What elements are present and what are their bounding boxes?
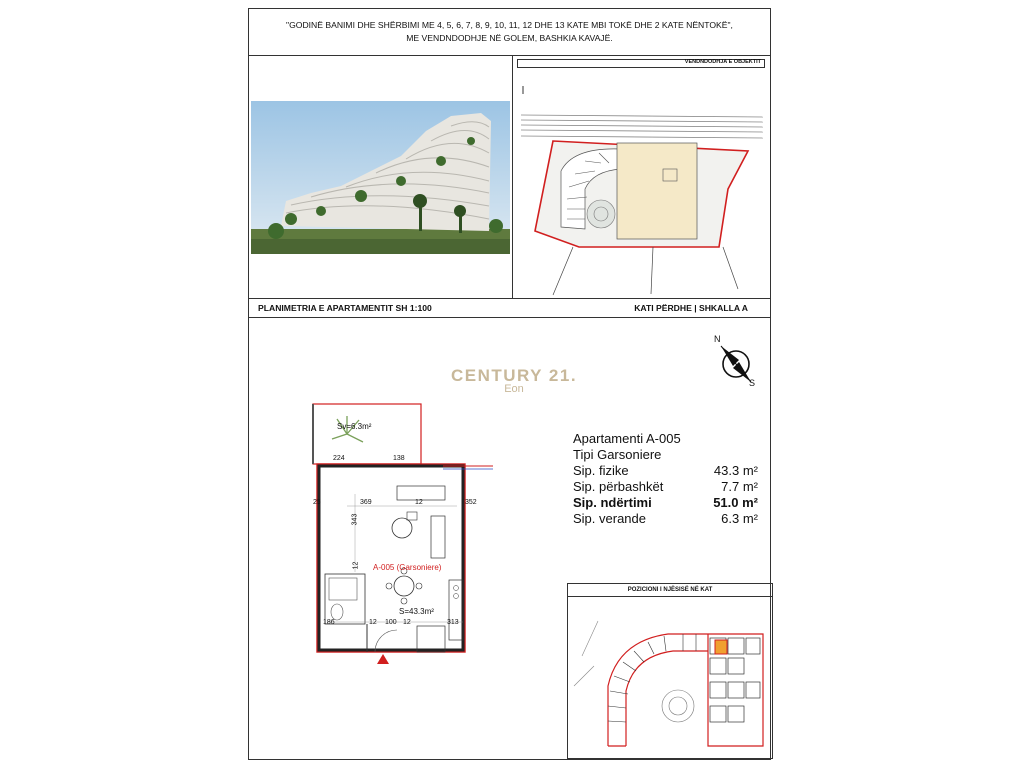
- section-title-row: [249, 299, 770, 317]
- dimension: 343: [351, 513, 359, 526]
- veranda-area-label: Sv=6.3m²: [337, 422, 372, 431]
- site-plan: [513, 59, 767, 296]
- dimension: 369: [360, 499, 372, 506]
- divider: [249, 317, 770, 318]
- area-row-common: [573, 479, 758, 495]
- area-value: 43.3 m²: [713, 463, 758, 478]
- area-label: Sip. fizike: [573, 463, 629, 478]
- area-value: 51.0 m²: [713, 495, 758, 510]
- unit-position-key-plan: [567, 583, 773, 759]
- key-plan-title: POZICIONI I NJËSISË NË KAT: [568, 584, 772, 597]
- unit-area-label: S=43.3m²: [399, 607, 434, 616]
- apartment-name: Apartamenti A-005: [573, 431, 681, 446]
- plan-title: PLANIMETRIA E APARTAMENTIT SH 1:100: [258, 303, 432, 313]
- area-label: Sip. verande: [573, 511, 646, 526]
- apartment-type: Tipi Garsoniere: [573, 447, 662, 462]
- dimension: 12: [369, 619, 377, 626]
- project-title-line2: ME VENDNDODHJE NË GOLEM, BASHKIA KAVAJË.: [406, 33, 613, 43]
- watermark: [449, 366, 579, 395]
- apartment-info: [573, 431, 758, 527]
- floor-title: KATI PËRDHE | SHKALLA A: [634, 303, 748, 313]
- unit-label: A-005 (Garsoniere): [373, 563, 442, 572]
- drawing-sheet: [248, 8, 771, 760]
- building-rendering: [251, 101, 510, 254]
- area-label: Sip. përbashkët: [573, 479, 664, 494]
- apartment-floor-plan: [307, 394, 497, 664]
- compass-north: N: [714, 334, 721, 344]
- north-arrow-icon: [711, 334, 761, 394]
- project-title-line1: "GODINË BANIMI DHE SHËRBIMI ME 4, 5, 6, 7, 8, 9, 10, 11, 12 DHE 13 KATE MBI TOKË DHE 2 KATE NËNTOKË",: [286, 20, 733, 30]
- area-row-construction: [573, 495, 758, 511]
- project-header: [249, 9, 770, 55]
- dimension: 12: [352, 561, 360, 570]
- area-label: Sip. ndërtimi: [573, 495, 652, 510]
- dimension: 25: [313, 499, 321, 506]
- dimension: 138: [393, 455, 405, 462]
- site-plan-title: VENDNDODHJA E OBJEKTIT: [684, 59, 761, 65]
- watermark-brand: CENTURY 21.: [450, 366, 578, 385]
- area-row-physical: [573, 463, 758, 479]
- dimension: 224: [333, 455, 345, 462]
- compass-south: S: [749, 378, 756, 388]
- divider: [249, 55, 770, 56]
- watermark-sub: Eon: [504, 383, 524, 395]
- dimension: 352: [465, 499, 477, 506]
- dimension: 186: [323, 619, 335, 626]
- area-value: 6.3 m²: [721, 511, 758, 526]
- dimension: 313: [447, 619, 459, 626]
- dimension: 100: [385, 619, 397, 626]
- dimension: 12: [415, 499, 423, 506]
- dimension: 12: [403, 619, 411, 626]
- area-row-veranda: [573, 511, 758, 527]
- area-value: 7.7 m²: [721, 479, 758, 494]
